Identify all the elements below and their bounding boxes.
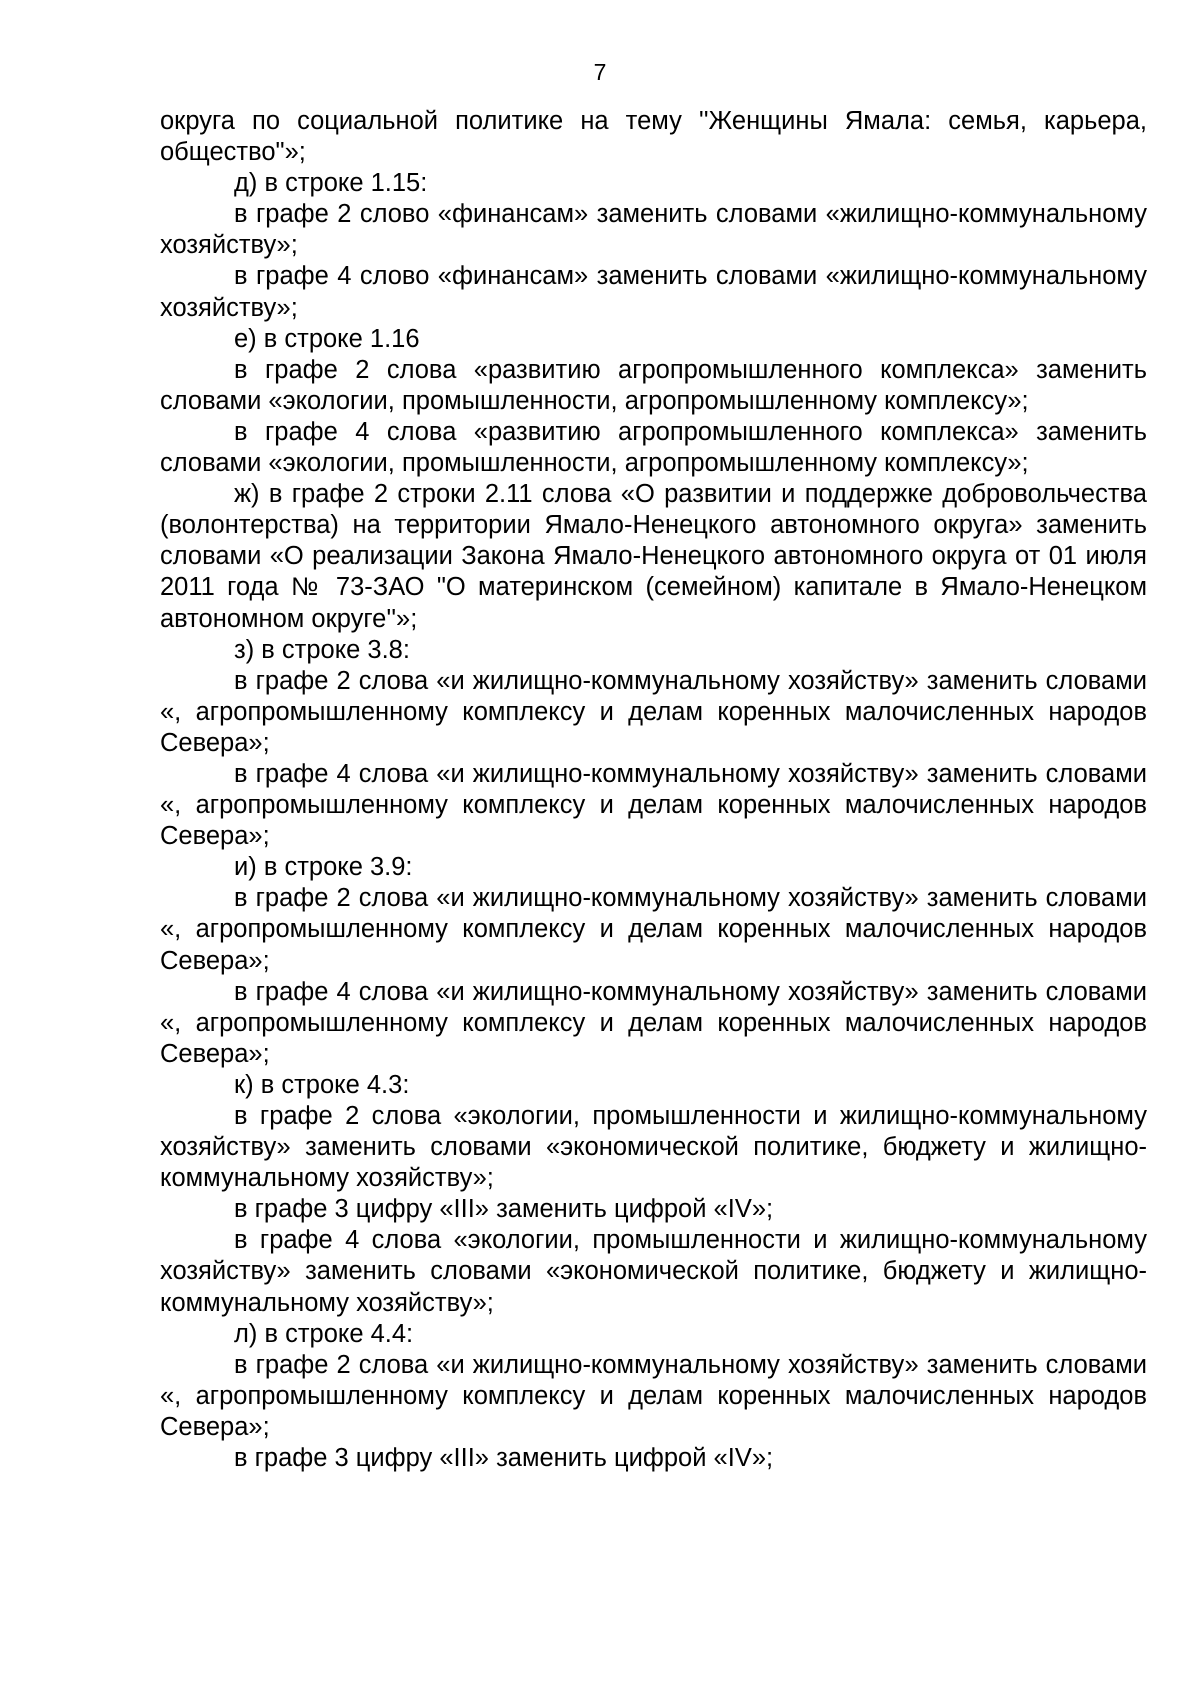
paragraph-4: в графе 4 слово «финансам» заменить словами «жилищно-коммунальному хозяйству»; xyxy=(160,262,1147,322)
paragraph-17: в графе 3 цифру «III» заменить цифрой «IV»; xyxy=(234,1195,774,1224)
paragraph-10: в графе 2 слова «и жилищно-коммунальному хозяйству» заменить словами «, агропромышленному комплексу и делам коренных малочисленных народов Севера»; xyxy=(160,666,1147,757)
paragraph-15: к) в строке 4.3: xyxy=(234,1070,410,1099)
paragraph-3: в графе 2 слово «финансам» заменить словами «жилищно-коммунальному хозяйству»; xyxy=(160,200,1147,260)
paragraph-11: в графе 4 слова «и жилищно-коммунальному хозяйству» заменить словами «, агропромышленному комплексу и делам коренных малочисленных народов Севера»; xyxy=(160,759,1147,851)
page-number: 7 xyxy=(593,59,607,85)
paragraph-7: в графе 4 слова «развитию агропромышленного комплекса» заменить словами «экологии, промышленности, агропромышленному комплексу»; xyxy=(160,417,1147,478)
document-body xyxy=(160,106,1147,1474)
paragraph-12: и) в строке 3.9: xyxy=(234,853,413,882)
paragraph-2: д) в строке 1.15: xyxy=(234,169,428,198)
paragraph-20: в графе 2 слова «и жилищно-коммунальному хозяйству» заменить словами «, агропромышленному комплексу и делам коренных малочисленных народов Севера»; xyxy=(160,1350,1147,1441)
paragraph-5: е) в строке 1.16 xyxy=(234,324,420,353)
paragraph-6: в графе 2 слова «развитию агропромышленного комплекса» заменить словами «экологии, промышленности, агропромышленному комплексу»; xyxy=(160,355,1147,415)
paragraph-9: з) в строке 3.8: xyxy=(234,635,410,664)
paragraph-14: в графе 4 слова «и жилищно-коммунальному хозяйству» заменить словами «, агропромышленному комплексу и делам коренных малочисленных народов Севера»; xyxy=(160,977,1147,1068)
paragraph-16: в графе 2 слова «экологии, промышленности и жилищно-коммунальному хозяйству» заменить словами «экономической политике, бюджету и жилищно-коммунальному хозяйству»; xyxy=(160,1102,1147,1193)
paragraph-21: в графе 3 цифру «III» заменить цифрой «IV»; xyxy=(234,1444,774,1473)
paragraph-1: округа по социальной политике на тему ''Женщины Ямала: семья, карьера, общество"»; xyxy=(160,107,1147,167)
paragraph-18: в графе 4 слова «экологии, промышленности и жилищно-коммунальному хозяйству» заменить словами «экономической политике, бюджету и жилищно-коммунальному хозяйству»; xyxy=(160,1226,1147,1317)
paragraph-8: ж) в графе 2 строки 2.11 слова «О развитии и поддержке добровольчества (волонтерства) на территории Ямало-Ненецкого автономного округа» заменить словами «О реализации Закона Ямало-Ненецкого автономного округа от 01 июля 2011 года № 73-ЗАО "О материнском (семейном) капитале в Ямало-Ненецком автономном округе''»; xyxy=(160,480,1147,633)
paragraph-19: л) в строке 4.4: xyxy=(234,1319,414,1348)
paragraph-13: в графе 2 слова «и жилищно-коммунальному хозяйству» заменить словами «, агропромышленному комплексу и делам коренных малочисленных народов Севера»; xyxy=(160,884,1147,975)
